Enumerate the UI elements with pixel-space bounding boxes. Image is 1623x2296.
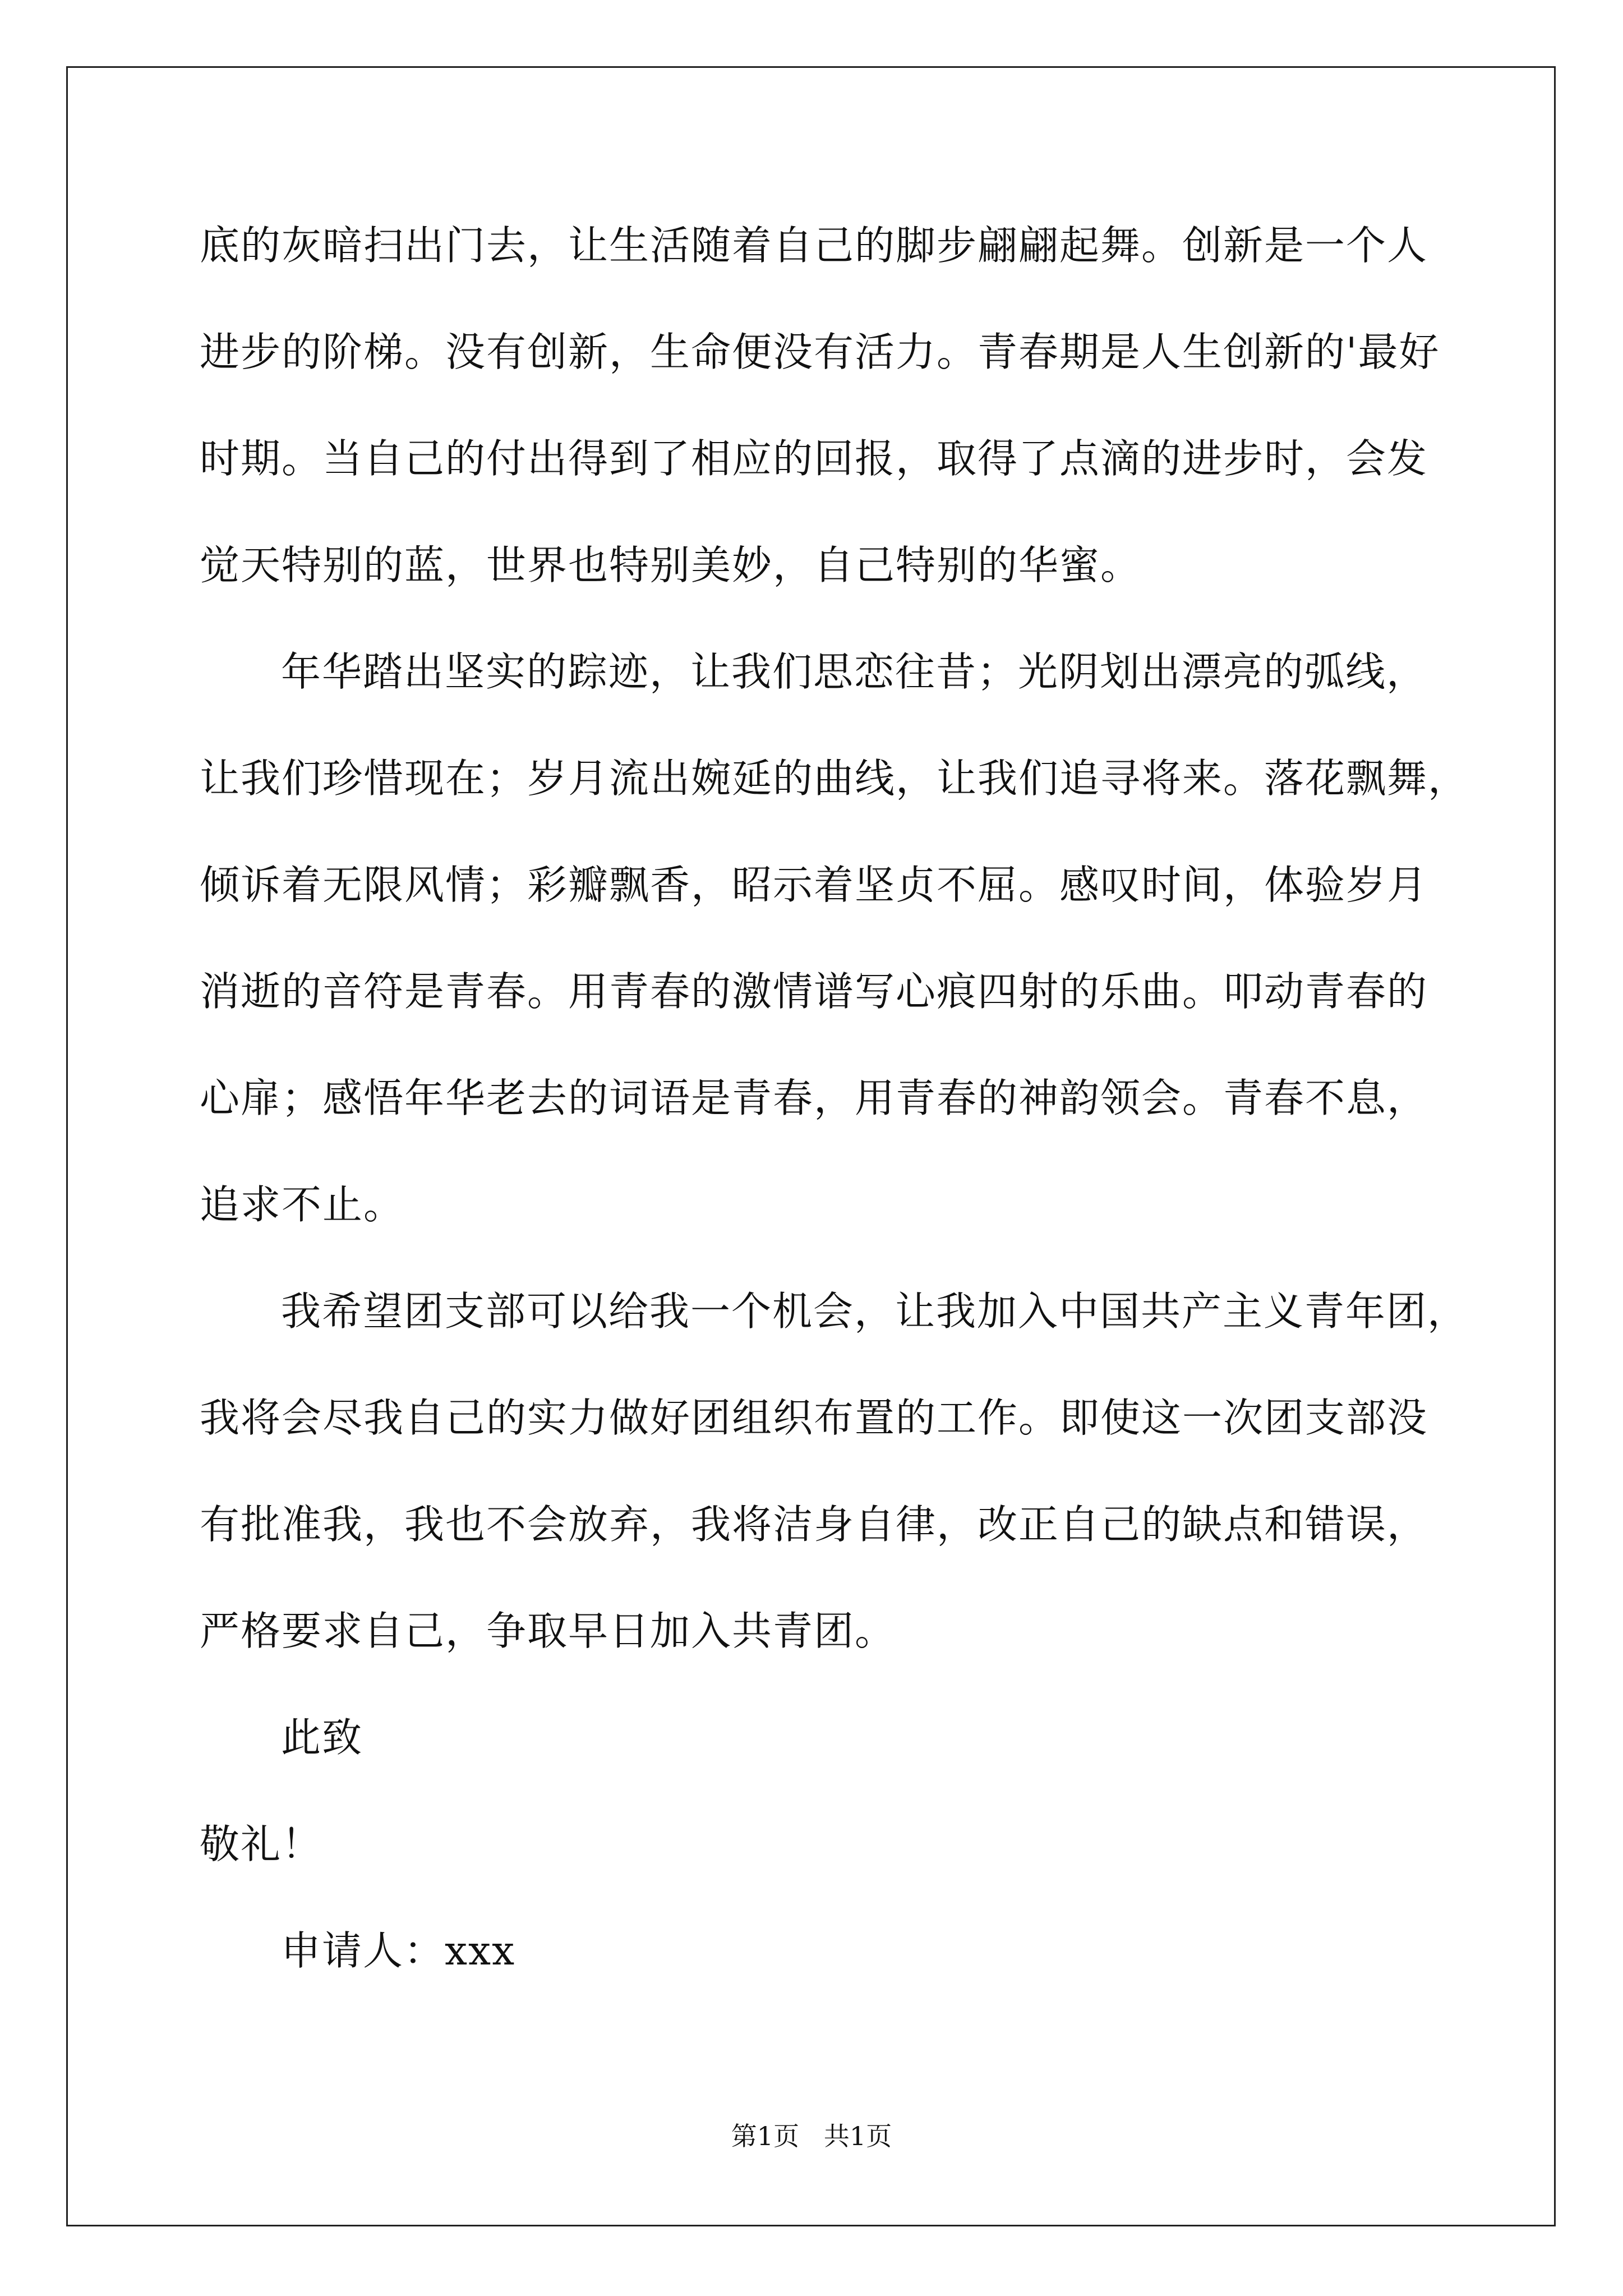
paragraph-3-line-2: 我将会尽我自己的实力做好团组织布置的工作。即使这一次团支部没: [200, 1395, 1428, 1441]
paragraph-3-line-3: 有批准我，我也不会放弃，我将洁身自律，改正自己的缺点和错误，: [200, 1501, 1428, 1548]
paragraph-3-line-1: 我希望团支部可以给我一个机会，让我加入中国共产主义青年团，: [281, 1288, 1469, 1335]
paragraph-3-line-4: 严格要求自己，争取早日加入共青团。: [200, 1608, 896, 1654]
closing-salutation: 此致: [281, 1714, 363, 1761]
paragraph-1-line-4: 觉天特别的蓝，世界也特别美妙，自己特别的华蜜。: [200, 542, 1142, 588]
paragraph-2-line-5: 心扉；感悟年华老去的词语是青春，用青春的神韵领会。青春不息，: [200, 1075, 1428, 1121]
paragraph-1-line-3: 时期。当自己的付出得到了相应的回报，取得了点滴的进步时，会发: [200, 435, 1428, 482]
page-footer: 第1页 共1页: [731, 2121, 892, 2151]
paragraph-2-line-1: 年华踏出坚实的踪迹，让我们思恋往昔；光阴划出漂亮的弧线，: [281, 648, 1428, 695]
page-border: [66, 66, 1556, 2226]
paragraph-1-line-2: 进步的阶梯。没有创新，生命便没有活力。青春期是人生创新的'最好: [200, 329, 1440, 375]
closing-regards: 敬礼！: [200, 1821, 323, 1867]
paragraph-2-line-2: 让我们珍惜现在；岁月流出婉延的曲线，让我们追寻将来。落花飘舞，: [200, 755, 1469, 802]
paragraph-1-line-1: 底的灰暗扫出门去，让生活随着自己的脚步翩翩起舞。创新是一个人: [200, 222, 1428, 269]
paragraph-2-line-4: 消逝的音符是青春。用青春的激情谱写心痕四射的乐曲。叩动青春的: [200, 968, 1428, 1015]
applicant-signature: 申请人：xxx: [281, 1927, 516, 1974]
paragraph-2-line-3: 倾诉着无限风情；彩瓣飘香，昭示着坚贞不屈。感叹时间，体验岁月: [200, 862, 1428, 908]
paragraph-2-line-6: 追求不止。: [200, 1181, 405, 1228]
